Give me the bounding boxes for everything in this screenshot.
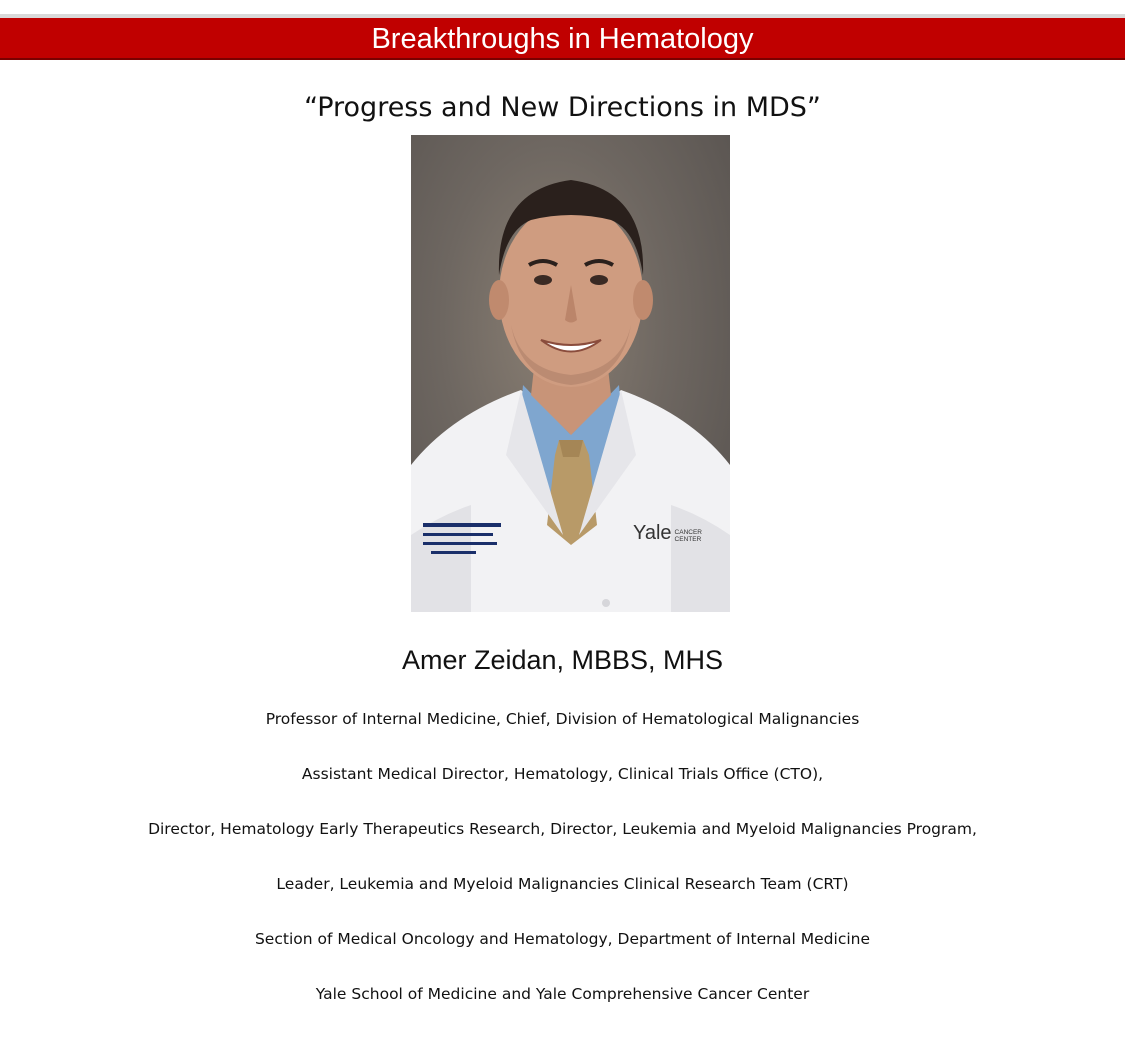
coat-logo-text: Yale (633, 522, 672, 544)
affiliation-line: Director, Hematology Early Therapeutics Research, Director, Leukemia and Myeloid Malignancies Program, (148, 820, 977, 838)
coat-logo (633, 523, 702, 543)
speaker-name: Amer Zeidan, MBBS, MHS (401, 645, 724, 675)
affiliation-line: Assistant Medical Director, Hematology, Clinical Trials Office (CTO), (301, 765, 824, 783)
talk-title: “Progress and New Directions in MDS” (304, 92, 821, 123)
header-banner (0, 18, 1125, 60)
speaker-photo (411, 135, 730, 612)
banner-title: Breakthroughs in Hematology (371, 22, 754, 55)
affiliation-line: Yale School of Medicine and Yale Comprehensive Cancer Center (315, 985, 810, 1003)
affiliation-line: Leader, Leukemia and Myeloid Malignancies Clinical Research Team (CRT) (276, 875, 849, 893)
affiliation-line: Professor of Internal Medicine, Chief, Division of Hematological Malignancies (265, 710, 860, 728)
affiliation-line: Section of Medical Oncology and Hematology, Department of Internal Medicine (254, 930, 871, 948)
coat-logo-subtext-2: CENTER (674, 535, 702, 543)
coat-logo-subtext-1: CANCER (674, 528, 702, 536)
